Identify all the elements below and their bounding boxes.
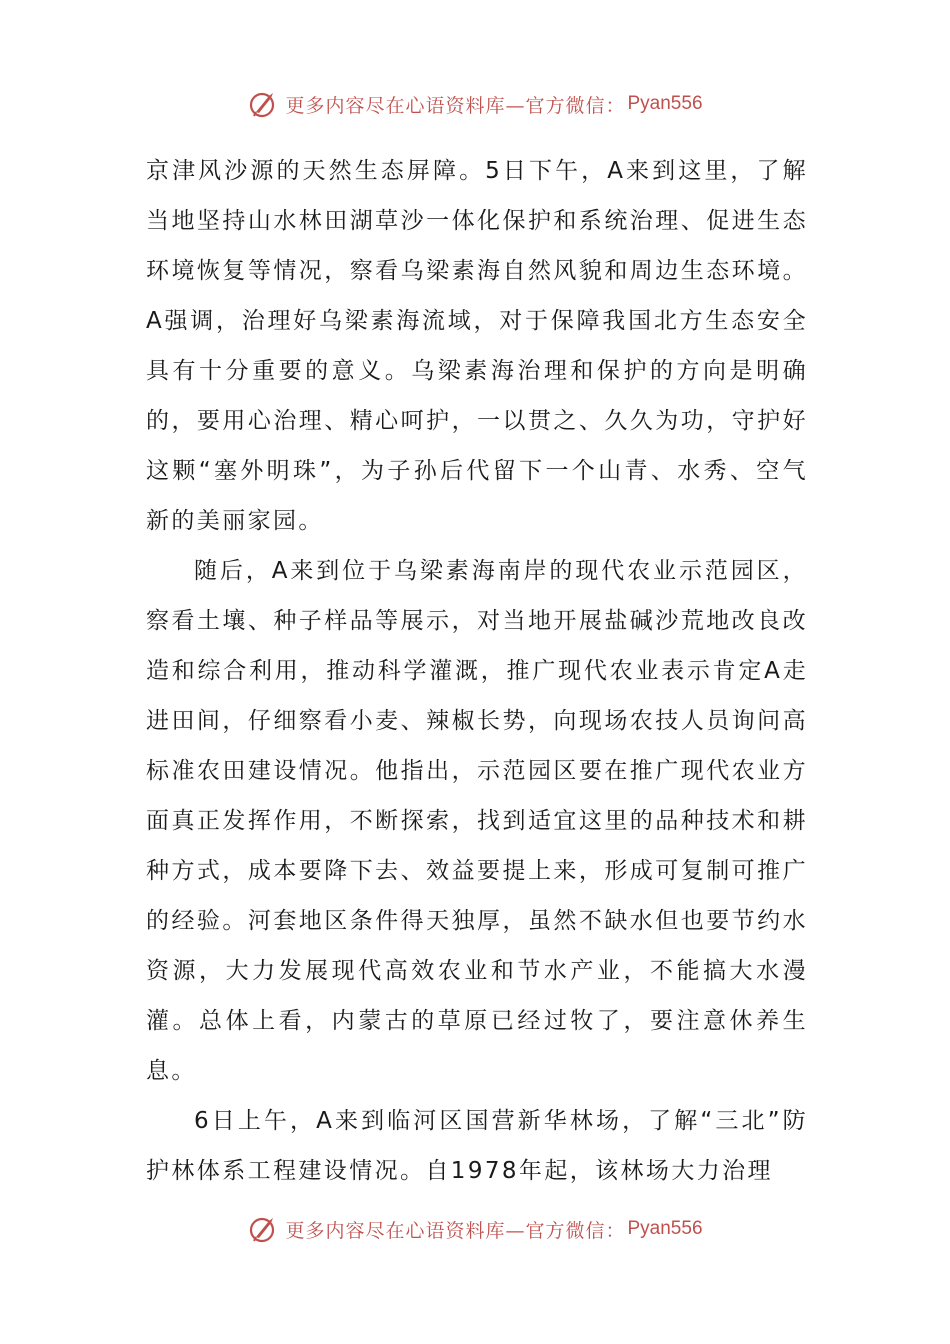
paragraph-3: 6日上午，A来到临河区国营新华林场，了解“三北”防护林体系工程建设情况。自1978年起，该林场大力治理 — [146, 1108, 808, 1184]
paragraph-2: 随后，A来到位于乌梁素海南岸的现代农业示范园区，察看土壤、种子样品等展示，对当地开展盐碱沙荒地改良改造和综合利用，推动科学灌溉，推广现代农业表示肯定A走进田间，仔细察看小麦、辣椒长势，向现场农技人员询问高标准农田建设情况。他指出，示范园区要在推广现代农业方面真正发挥作用，不断探索，找到适宜这里的品种技术和耕种方式，成本要降下去、效益要提上来，形成可复制可推广的经验。河套地区条件得天独厚，虽然不缺水但也要节约水资源，大力发展现代高效农业和节水产业，不能搞大水漫灌。总体上看，内蒙古的草原已经过牧了，要注意休养生息。 — [146, 558, 808, 1084]
document-body — [146, 146, 808, 1196]
paragraph-1: 京津风沙源的天然生态屏障。5日下午，A来到这里，了解当地坚持山水林田湖草沙一体化保护和系统治理、促进生态环境恢复等情况，察看乌梁素海自然风貌和周边生态环境。A强调，治理好乌梁素海流域，对于保障我国北方生态安全具有十分重要的意义。乌梁素海治理和保护的方向是明确的，要用心治理、精心呵护，一以贯之、久久为功，守护好这颗“塞外明珠”，为子孙后代留下一个山青、水秀、空气新的美丽家园。 — [146, 158, 808, 534]
header-watermark — [0, 84, 950, 124]
watermark-wechat-id: Pyan556 — [627, 93, 703, 114]
watermark-wechat-id: Pyan556 — [627, 1218, 703, 1239]
watermark-text: 更多内容尽在心语资料库—官方微信： — [285, 94, 626, 117]
quill-pen-logo-icon — [247, 1213, 279, 1245]
quill-pen-logo-icon — [247, 88, 279, 120]
watermark-text: 更多内容尽在心语资料库—官方微信： — [285, 1219, 626, 1242]
footer-watermark — [0, 1209, 950, 1249]
